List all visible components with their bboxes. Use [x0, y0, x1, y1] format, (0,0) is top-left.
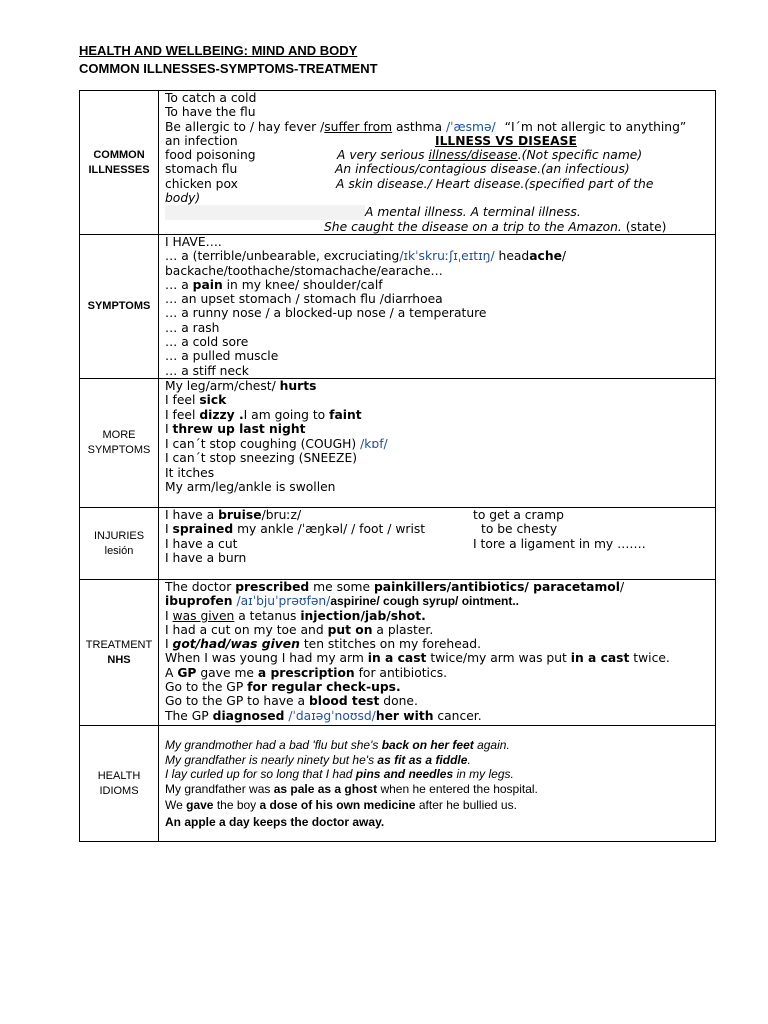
phonetic-transcription: /aɪˈbjuˈprəʊfən/ [232, 594, 331, 609]
bold-term: in a cast [367, 651, 427, 666]
idiom-line [165, 798, 709, 813]
bold-term: for regular check-ups. [247, 680, 401, 695]
text-line: … a pulled muscle [165, 349, 279, 364]
text-span: / [561, 249, 567, 264]
row-label-line: ILLNESSES [88, 163, 150, 176]
document-title: HEALTH AND WELLBEING: MIND AND BODY [79, 43, 358, 58]
text-span: The GP [165, 708, 213, 723]
row-label-line: lesión [104, 544, 134, 557]
text-line [165, 249, 709, 263]
bold-term: threw up last night [172, 421, 306, 436]
text-span: chicken pox [165, 176, 238, 191]
text-span: I [165, 522, 173, 537]
text-span: when he entered the hospital. [377, 781, 538, 796]
text-line: … an upset stomach / stomach flu /diarrhoea [165, 292, 443, 307]
bold-term: faint [329, 407, 362, 422]
idiom-phrase: as pale as a ghost [273, 781, 378, 796]
text-line [165, 609, 709, 623]
row-label-line: COMMON [93, 148, 145, 161]
text-line [165, 437, 709, 451]
text-span: Go to the GP to have a [165, 694, 309, 709]
illnesses-content [159, 91, 716, 235]
symptoms-content [159, 235, 716, 379]
text-span: A very serious [337, 148, 429, 163]
text-line [165, 278, 709, 292]
bold-term: put on [327, 622, 373, 637]
text-line: To have the flu [165, 105, 256, 120]
text-span: I lay curled up for so long that I had [165, 767, 356, 782]
text-span: She caught the disease on a trip to the Amazon. [324, 219, 622, 234]
text-span: A skin disease./ Heart disease.(specified part of the [336, 176, 654, 191]
text-span: a plaster. [372, 622, 434, 637]
idiom-line [165, 767, 709, 782]
bold-term: diagnosed [212, 708, 285, 723]
idiom-phrase: gave [186, 798, 214, 813]
text-line [165, 637, 709, 651]
text-span: ten stitches on my forehead. [299, 637, 482, 652]
table-row-symptoms [80, 235, 716, 379]
underlined-term: illness/disease [428, 148, 518, 163]
phonetic-transcription: /ɪkˈskruːʃɪˌeɪtɪŋ/ [399, 249, 495, 264]
bold-term: sick [199, 393, 227, 408]
bold-term: painkillers/antibiotics/ paracetamol [373, 580, 620, 594]
text-line [165, 134, 709, 148]
text-span: .(Not specific name) [517, 148, 643, 163]
vocabulary-table [79, 90, 716, 842]
text-span: gave me [196, 665, 258, 680]
row-label-line: TREATMENT [85, 638, 153, 651]
bold-term: pain [192, 277, 223, 292]
text-line [165, 709, 709, 723]
idiom-phrase: as fit as a fiddle [377, 752, 468, 767]
bold-term: prescribed [235, 580, 310, 594]
text-span: My grandmother had a bad 'flu but she's [165, 738, 382, 752]
row-label-more-symptoms [80, 379, 159, 508]
bold-term: in a cast [570, 651, 630, 666]
text-span: … a (terrible/unbearable, excruciating [165, 249, 400, 264]
text-span: twice. [629, 651, 670, 666]
bold-term: ache [529, 249, 562, 264]
text-span: … a [165, 277, 193, 292]
text-span: in my legs. [453, 767, 514, 782]
table-row-injuries [80, 508, 716, 580]
text-span: I have a cut [165, 536, 238, 551]
text-line [165, 177, 709, 191]
text-line: body) [165, 191, 201, 206]
text-line [165, 537, 709, 551]
text-span: My leg/arm/chest/ [165, 379, 280, 393]
table-row-more-symptoms [80, 379, 716, 508]
text-span: My grandfather was [165, 781, 274, 796]
text-span: cancer. [433, 708, 482, 723]
row-label-line: NHS [107, 653, 131, 666]
text-span: When I was young I had my arm [165, 651, 368, 666]
text-line [165, 522, 709, 536]
text-line [165, 580, 709, 594]
table-row-idioms [80, 726, 716, 842]
text-line [165, 120, 709, 134]
text-line [165, 148, 709, 162]
row-label-line: INJURIES [93, 529, 145, 542]
text-span: I have a [165, 508, 219, 522]
text-line: It itches [165, 465, 215, 480]
idiom-line: An apple a day keeps the doctor away. [165, 814, 385, 829]
bold-term: sprained [172, 522, 234, 537]
treatment-content [159, 580, 716, 726]
bold-term: dizzy . [199, 407, 244, 422]
text-span: me some [309, 580, 374, 594]
text-span: for antibiotics. [354, 665, 448, 680]
text-span: my ankle /ˈæŋkəl/ / foot / wrist [233, 522, 426, 537]
text-span: I had a cut on my toe and [165, 622, 328, 637]
row-label-illnesses [80, 91, 159, 235]
row-label-line: HEALTH [97, 769, 141, 782]
text-line: … a runny nose / a blocked-up nose / a temperature [165, 306, 487, 321]
more-symptoms-content [159, 379, 716, 508]
text-span: done. [379, 694, 418, 709]
row-label-line: MORE [102, 429, 136, 441]
text-span: I feel [165, 393, 200, 408]
text-span: I [165, 608, 173, 623]
bold-term: GP [177, 665, 197, 680]
text-span: to get a cramp [473, 508, 564, 522]
text-span: Go to the GP [165, 680, 248, 695]
text-span: to be chesty [481, 522, 558, 537]
bold-term: aspirine/ cough syrup/ ointment.. [330, 594, 520, 609]
table-row-treatment [80, 580, 716, 726]
text-line: I can´t stop sneezing (SNEEZE) [165, 451, 358, 466]
text-line [165, 422, 709, 436]
row-label-injuries [80, 508, 159, 580]
text-span: (state) [621, 219, 667, 234]
row-label-symptoms [80, 235, 159, 379]
text-span: in my knee/ shoulder/calf [222, 277, 383, 292]
text-line [165, 651, 709, 665]
idiom-line [165, 782, 709, 797]
idiom-phrase: back on her feet [381, 738, 474, 752]
text-line [165, 162, 709, 176]
text-span: /bruːz/ [261, 508, 302, 522]
idiom-phrase: pins and needles [355, 767, 454, 782]
idioms-content [159, 726, 716, 842]
text-line: I HAVE…. [165, 235, 222, 249]
row-label-line: IDIOMS [99, 784, 139, 797]
document-subtitle: COMMON ILLNESSES-SYMPTOMS-TREATMENT [79, 61, 378, 76]
text-span: An infectious/contagious disease.(an infectious) [335, 162, 630, 177]
bold-term: hurts [279, 379, 317, 393]
text-span: I [165, 421, 173, 436]
text-line [165, 623, 709, 637]
bold-term: blood test [308, 694, 380, 709]
subheading: ILLNESS VS DISEASE [435, 133, 577, 148]
bold-term: a prescription [257, 665, 355, 680]
text-line: … a rash [165, 320, 220, 335]
text-span: . [467, 752, 471, 767]
idiom-line [165, 753, 709, 768]
text-span: head [494, 249, 530, 264]
text-line: … a stiff neck [165, 363, 249, 378]
idiom-line [165, 738, 709, 753]
phonetic-transcription: /ˈdaɪəgˈnoʊsd/ [284, 708, 376, 723]
text-line [165, 508, 709, 522]
text-span: after he bullied us. [415, 798, 517, 813]
text-line: My arm/leg/ankle is swollen [165, 480, 336, 495]
idiom-phrase: a dose of his own medicine [259, 798, 416, 813]
text-line: To catch a cold [165, 91, 257, 105]
text-line [165, 393, 709, 407]
underlined-term: suffer from [324, 119, 393, 134]
row-label-idioms [80, 726, 159, 842]
text-span: I tore a ligament in my ……. [473, 536, 646, 551]
text-span: My grandfather is nearly ninety but he's [165, 752, 378, 767]
text-span: food poisoning [165, 148, 256, 163]
bold-term: got/had/was given [172, 637, 300, 652]
text-span: again. [473, 738, 510, 752]
row-label-line: SYMPTOMS [87, 444, 151, 456]
text-span: an infection [165, 133, 238, 148]
text-line [165, 220, 709, 234]
table-row-illnesses [80, 91, 716, 235]
text-line [165, 205, 709, 219]
underlined-term: was given [172, 608, 235, 623]
quote-text: “I´m not allergic to anything” [504, 119, 687, 134]
text-span: twice/my arm was put [426, 651, 571, 666]
text-span: asthma [392, 119, 446, 134]
text-line [165, 408, 709, 422]
bold-term: her with [375, 708, 434, 723]
text-span: We [165, 798, 187, 813]
text-span: Be allergic to / hay fever / [165, 119, 325, 134]
text-span: the boy [213, 798, 260, 813]
text-line [165, 666, 709, 680]
text-line: I have a burn [165, 550, 247, 565]
text-span: A mental illness. A terminal illness. [365, 205, 581, 220]
phonetic-transcription: /kɒf/ [360, 437, 388, 452]
row-label-treatment [80, 580, 159, 726]
text-line [165, 379, 709, 393]
text-line [165, 680, 709, 694]
text-span: A [165, 665, 178, 680]
text-span: stomach flu [165, 162, 238, 177]
injuries-content [159, 508, 716, 580]
text-line [165, 694, 709, 708]
phonetic-transcription: /ˈæsmə/ [445, 119, 496, 134]
row-label-line: SYMPTOMS [87, 300, 151, 312]
bold-term: ibuprofen [165, 594, 233, 609]
text-line [165, 594, 709, 608]
text-span: a tetanus [234, 608, 301, 623]
bold-term: injection/jab/shot. [300, 608, 426, 623]
text-line: … a cold sore [165, 335, 249, 350]
bold-term: bruise [218, 508, 262, 522]
text-span: / [619, 580, 625, 594]
text-span: I can´t stop coughing (COUGH) [165, 437, 361, 452]
text-span: I [165, 637, 173, 652]
text-span: I feel [165, 407, 200, 422]
text-span: I am going to [243, 407, 330, 422]
text-line: backache/toothache/stomachache/earache… [165, 263, 443, 278]
text-span: The doctor [165, 580, 236, 594]
